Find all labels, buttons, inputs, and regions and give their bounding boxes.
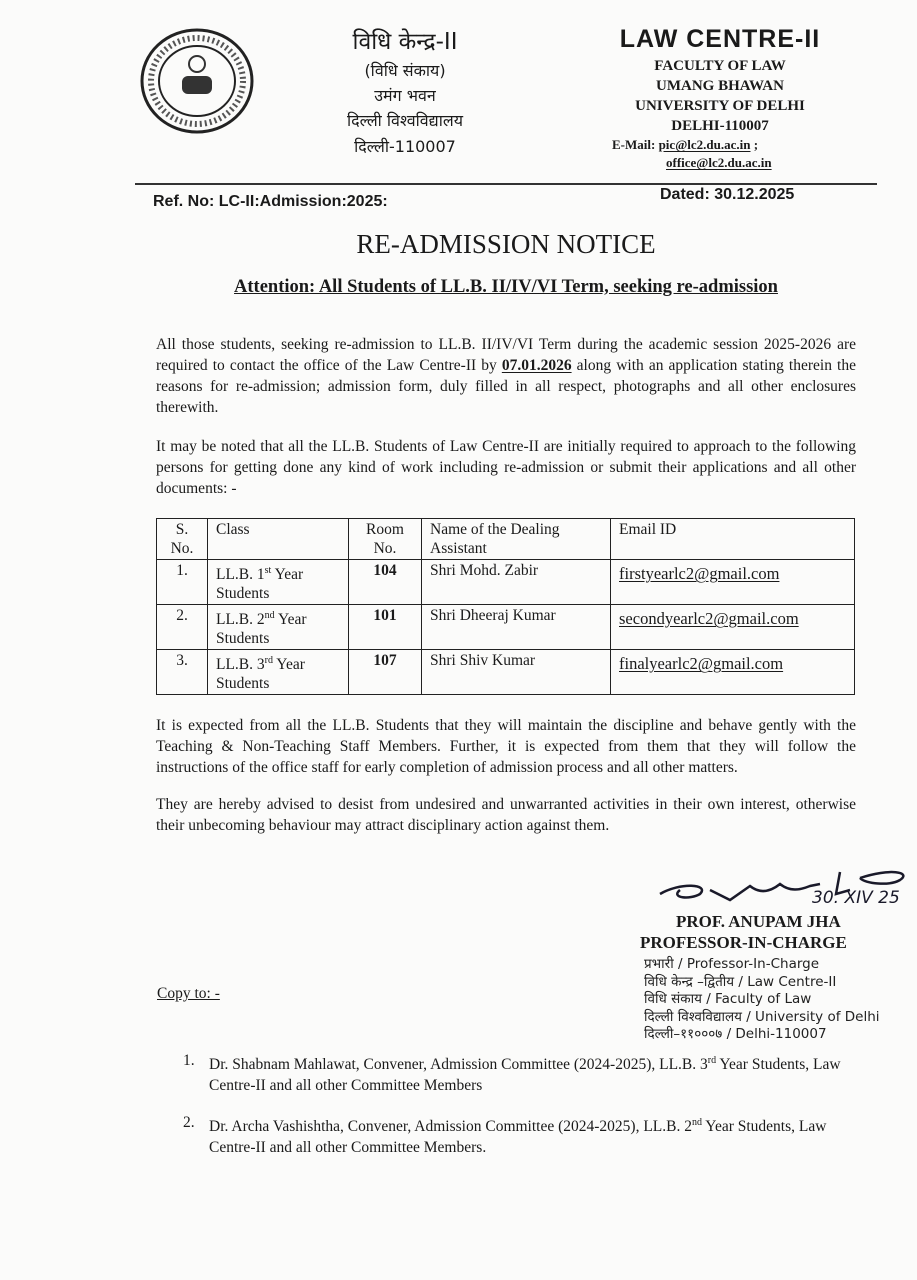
text: Dr. Archa Vashishtha, Convener, Admission Committee (2024-2025), LL.B. 2 (209, 1118, 692, 1136)
reference-number: Ref. No: LC-II:Admission:2025: (153, 193, 388, 210)
header-email: Email ID (611, 519, 855, 560)
signatory-designation: PROFESSOR-IN-CHARGE (640, 933, 847, 952)
hindi-line: (विधि संकाय) (364, 61, 446, 80)
email-link-pic[interactable]: pic@lc2.du.ac.in (658, 137, 751, 152)
table-row (157, 605, 855, 650)
cell-class (208, 650, 349, 695)
stamp-line: विधि केन्द्र –द्वितीय / Law Centre-II (644, 973, 837, 990)
table-row (157, 560, 855, 605)
address-line: UMANG BHAWAN (656, 78, 784, 94)
cell-sno: 2. (157, 605, 208, 650)
cell-name: Shri Mohd. Zabir (422, 560, 611, 605)
notice-body (156, 226, 856, 836)
cell-sno: 1. (157, 560, 208, 605)
text: Year Students (216, 611, 307, 648)
stamp-line: विधि संकाय / Faculty of Law (644, 991, 812, 1007)
email-label: E-Mail: (612, 137, 656, 152)
header-room: Room No. (349, 519, 422, 560)
stamp-line: दिल्ली विश्वविद्यालय / University of Delhi (644, 1008, 880, 1025)
hindi-line: उमंग भवन (374, 86, 436, 105)
university-seal-logo (140, 28, 254, 134)
text: along with an application stating therein the reasons for re-admission; admission form, duly filled in all respect, photographs and all other enclosures therewith. (156, 357, 856, 416)
cell-email (611, 650, 855, 695)
cell-class (208, 560, 349, 605)
copy-to-list (183, 1050, 853, 1158)
table-header-row (157, 519, 855, 560)
cell-email (611, 560, 855, 605)
text: LL.B. 3 (216, 656, 265, 674)
cell-email-link[interactable]: firstyearlc2@gmail.com (619, 564, 780, 583)
paragraph-4: They are hereby advised to desist from undesired and unwarranted activities in their own interest, otherwise their unbecoming behaviour may attract disciplinary action against them. (156, 796, 856, 835)
text: All those students, seeking re-admission to LL.B. II/IV/VI Term during the academic session 2025-2026 are required to contact the office of the Law Centre-II by (156, 336, 856, 374)
separator: ; (753, 137, 759, 152)
handwritten-date: 30. XIV 25 (812, 888, 900, 908)
header-divider (135, 183, 877, 185)
table-row (157, 650, 855, 695)
text: Dr. Shabnam Mahlawat, Convener, Admission Committee (2024-2025), LL.B. 3 (209, 1056, 708, 1074)
cell-email (611, 605, 855, 650)
text: rd (707, 1055, 717, 1066)
address-line: FACULTY OF LAW (654, 58, 786, 74)
cell-room: 107 (349, 650, 422, 695)
notice-title: RE-ADMISSION NOTICE (356, 229, 656, 259)
address-line: UNIVERSITY OF DELHI (635, 98, 805, 114)
item-number: 2. (183, 1114, 195, 1132)
text: LL.B. 1 (216, 566, 265, 584)
text: Year Students, Law Centre-II and all other Committee Members. (209, 1118, 827, 1157)
text: nd (264, 610, 275, 622)
english-header (590, 22, 850, 172)
cell-name: Shri Shiv Kumar (422, 650, 611, 695)
signatory-name: PROF. ANUPAM JHA (676, 912, 841, 931)
text: LL.B. 2 (216, 611, 265, 629)
email-link-office[interactable]: office@lc2.du.ac.in (666, 155, 772, 170)
cell-class (208, 605, 349, 650)
hindi-line: दिल्ली विश्वविद्यालय (346, 111, 464, 130)
attention-line: Attention: All Students of LL.B. II/IV/VI Term, seeking re-admission (234, 277, 778, 297)
copy-to-label: Copy to: - (157, 985, 220, 1002)
hindi-line: दिल्ली-110007 (354, 137, 456, 156)
hindi-title: विधि केन्द्र-II (352, 29, 458, 55)
cell-email-link[interactable]: secondyearlc2@gmail.com (619, 609, 799, 629)
text: nd (692, 1117, 702, 1129)
official-stamp (644, 956, 880, 1044)
deadline-date: 07.01.2026 (501, 357, 572, 374)
copy-to-item (183, 1050, 853, 1096)
paragraph-2: It may be noted that all the LL.B. Students of Law Centre-II are initially required to approach to the following persons for getting done any kind of work including re-admission or submit their applications and all other documents: - (156, 438, 856, 497)
stamp-line: दिल्ली–११०००७ / Delhi-110007 (644, 1026, 827, 1042)
date: Dated: 30.12.2025 (660, 186, 795, 203)
cell-sno: 3. (157, 650, 208, 695)
item-number: 1. (183, 1052, 195, 1069)
cell-room: 101 (349, 605, 422, 650)
text: Year Students (216, 566, 304, 603)
copy-to-item (183, 1112, 853, 1158)
text: rd (264, 655, 273, 667)
contacts-table (156, 518, 855, 695)
paragraph-3: It is expected from all the LL.B. Students that they will maintain the discipline and behave gently with the Teaching & Non-Teaching Staff Members. Further, it is expected from them that they will follow the instructions of the office staff for early completion of admission process and all other matters. (156, 717, 856, 777)
cell-name: Shri Dheeraj Kumar (422, 605, 611, 650)
address-line: DELHI-110007 (671, 118, 769, 134)
text: st (264, 565, 272, 576)
hindi-header (320, 26, 490, 160)
text: Year Students (216, 656, 305, 693)
header-class: Class (208, 519, 349, 560)
header-sno: S. No. (157, 519, 208, 560)
stamp-line: प्रभारी / Professor-In-Charge (644, 956, 820, 972)
header-name: Name of the Dealing Assistant (422, 519, 611, 560)
paragraph-1 (156, 334, 856, 418)
institution-title: LAW CENTRE-II (619, 25, 821, 53)
cell-email-link[interactable]: finalyearlc2@gmail.com (619, 654, 784, 674)
text: Year Students, Law Centre-II and all other Committee Members (209, 1056, 841, 1095)
cell-room: 104 (349, 560, 422, 605)
